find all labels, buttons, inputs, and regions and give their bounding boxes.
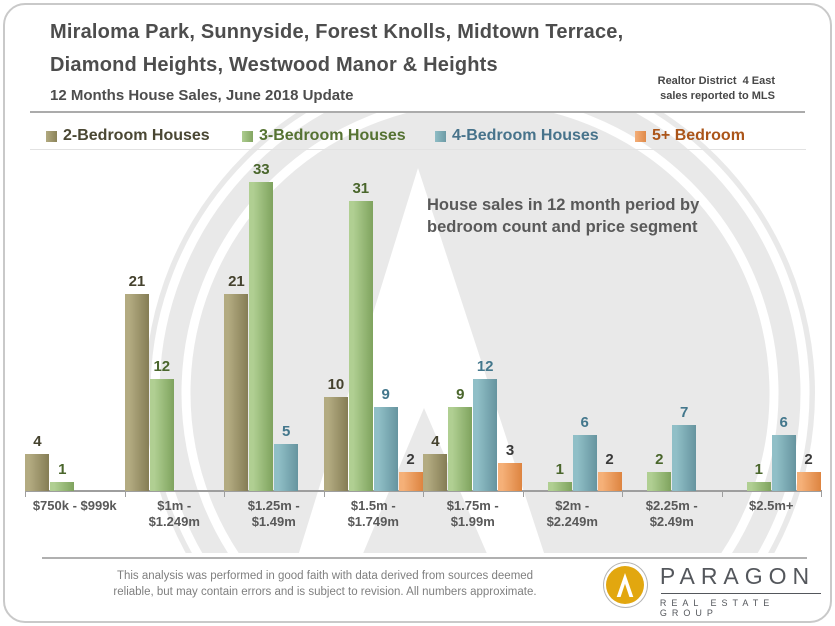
x-axis-category-label: $1.75m - $1.99m bbox=[446, 498, 499, 529]
bar-3-bedroom-houses bbox=[747, 482, 771, 491]
legend-swatch-2br-icon bbox=[46, 131, 57, 142]
bar-value-label: 31 bbox=[352, 180, 370, 197]
bar-value-label: 3 bbox=[505, 442, 515, 459]
logo-a-glyph-icon bbox=[612, 572, 638, 598]
bar-2-bedroom-houses bbox=[324, 397, 348, 491]
page-title-line2: Diamond Heights, Westwood Manor & Heights bbox=[50, 54, 498, 76]
page-title-line1: Miraloma Park, Sunnyside, Forest Knolls, Midtown Terrace, bbox=[50, 21, 624, 43]
bar-5+-bedroom bbox=[598, 472, 622, 491]
legend-swatch-4br-icon bbox=[435, 131, 446, 142]
header-divider bbox=[30, 111, 805, 113]
bar-5+-bedroom bbox=[797, 472, 821, 491]
bar-value-label: 9 bbox=[381, 386, 390, 403]
paragon-logo bbox=[603, 562, 835, 618]
x-axis-category-label: $2m - $2.249m bbox=[546, 498, 598, 529]
legend-label-4br: 4-Bedroom Houses bbox=[452, 127, 599, 144]
legend-item-3br bbox=[242, 127, 406, 145]
disclaimer-line1: This analysis was performed in good faith with data derived from sources deemed bbox=[116, 570, 534, 582]
bar-value-label: 2 bbox=[804, 451, 813, 468]
bar-value-label: 1 bbox=[555, 461, 564, 478]
x-axis-category-label: $1.25m - $1.49m bbox=[247, 498, 300, 529]
x-axis-tick bbox=[324, 492, 325, 497]
district-note bbox=[658, 74, 775, 104]
bar-3-bedroom-houses bbox=[50, 482, 74, 491]
logo-tagline: REAL ESTATE GROUP bbox=[659, 598, 775, 618]
x-axis-tick bbox=[224, 492, 225, 497]
paragon-logo-text bbox=[660, 562, 835, 618]
bar-value-label: 10 bbox=[327, 376, 345, 393]
bar-value-label: 6 bbox=[779, 414, 788, 431]
bar-value-label: 5 bbox=[282, 423, 291, 440]
bar-value-label: 4 bbox=[431, 433, 440, 450]
bar-3-bedroom-houses bbox=[249, 182, 273, 491]
bar-5+-bedroom bbox=[498, 463, 522, 491]
footer-divider bbox=[42, 557, 807, 559]
x-axis-tick bbox=[722, 492, 723, 497]
bar-5+-bedroom bbox=[399, 472, 423, 491]
bar-3-bedroom-houses bbox=[548, 482, 572, 491]
legend-swatch-5plus-icon bbox=[635, 131, 646, 142]
bar-value-label: 12 bbox=[153, 358, 171, 375]
bar-4-bedroom-houses bbox=[274, 444, 298, 491]
chart-annotation bbox=[427, 194, 699, 238]
bar-value-label: 1 bbox=[58, 461, 67, 478]
x-axis-category-label: $750k - $999k bbox=[32, 498, 117, 513]
x-axis-tick bbox=[821, 492, 822, 497]
legend-label-2br: 2-Bedroom Houses bbox=[63, 127, 210, 144]
bar-value-label: 1 bbox=[754, 461, 763, 478]
bar-value-label: 12 bbox=[476, 358, 494, 375]
bar-3-bedroom-houses bbox=[150, 379, 174, 491]
paragon-logo-icon bbox=[603, 562, 648, 608]
bar-3-bedroom-houses bbox=[349, 201, 373, 491]
legend-label-3br: 3-Bedroom Houses bbox=[259, 127, 406, 144]
legend-label-5plus: 5+ Bedroom bbox=[652, 127, 745, 144]
x-axis-category-label: $1.5m - $1.749m bbox=[347, 498, 399, 529]
legend-swatch-3br-icon bbox=[242, 131, 253, 142]
bar-3-bedroom-houses bbox=[647, 472, 671, 491]
bar-value-label: 2 bbox=[655, 451, 664, 468]
bar-4-bedroom-houses bbox=[374, 407, 398, 491]
bar-value-label: 21 bbox=[128, 273, 146, 290]
legend-item-2br bbox=[46, 127, 210, 145]
legend-item-4br bbox=[435, 127, 599, 145]
x-axis-tick bbox=[622, 492, 623, 497]
legend-item-5plus bbox=[635, 127, 745, 145]
disclaimer-text bbox=[70, 568, 580, 600]
bar-value-label: 6 bbox=[580, 414, 589, 431]
bar-value-label: 2 bbox=[406, 451, 415, 468]
annotation-line2: bedroom count and price segment bbox=[427, 218, 698, 236]
bar-2-bedroom-houses bbox=[125, 294, 149, 491]
bar-value-label: 7 bbox=[680, 404, 689, 421]
x-axis-category-label: $2.25m - $2.49m bbox=[645, 498, 698, 529]
bar-4-bedroom-houses bbox=[473, 379, 497, 491]
district-line1: Realtor District 4 East bbox=[657, 75, 775, 87]
x-axis-tick bbox=[523, 492, 524, 497]
district-line2: sales reported to MLS bbox=[660, 90, 775, 102]
x-axis-tick bbox=[25, 492, 26, 497]
bar-value-label: 21 bbox=[228, 273, 245, 290]
disclaimer-line2: reliable, but may contain errors and is subject to revision. All numbers approximate. bbox=[113, 586, 537, 598]
bar-4-bedroom-houses bbox=[672, 425, 696, 491]
logo-rule bbox=[661, 593, 821, 594]
logo-brand: PARAGON bbox=[659, 563, 816, 589]
bar-value-label: 33 bbox=[252, 161, 270, 178]
annotation-line1: House sales in 12 month period by bbox=[427, 196, 700, 214]
x-axis-tick bbox=[125, 492, 126, 497]
bar-2-bedroom-houses bbox=[423, 454, 447, 491]
bar-value-label: 2 bbox=[605, 451, 614, 468]
page-subtitle: 12 Months House Sales, June 2018 Update bbox=[50, 87, 354, 104]
bar-3-bedroom-houses bbox=[448, 407, 472, 491]
x-axis-category-label: $2.5m+ bbox=[749, 498, 794, 513]
x-axis-tick bbox=[423, 492, 424, 497]
bar-value-label: 4 bbox=[33, 433, 42, 450]
x-axis-category-label: $1m - $1.249m bbox=[148, 498, 200, 529]
bar-2-bedroom-houses bbox=[224, 294, 248, 491]
bar-value-label: 9 bbox=[456, 386, 465, 403]
